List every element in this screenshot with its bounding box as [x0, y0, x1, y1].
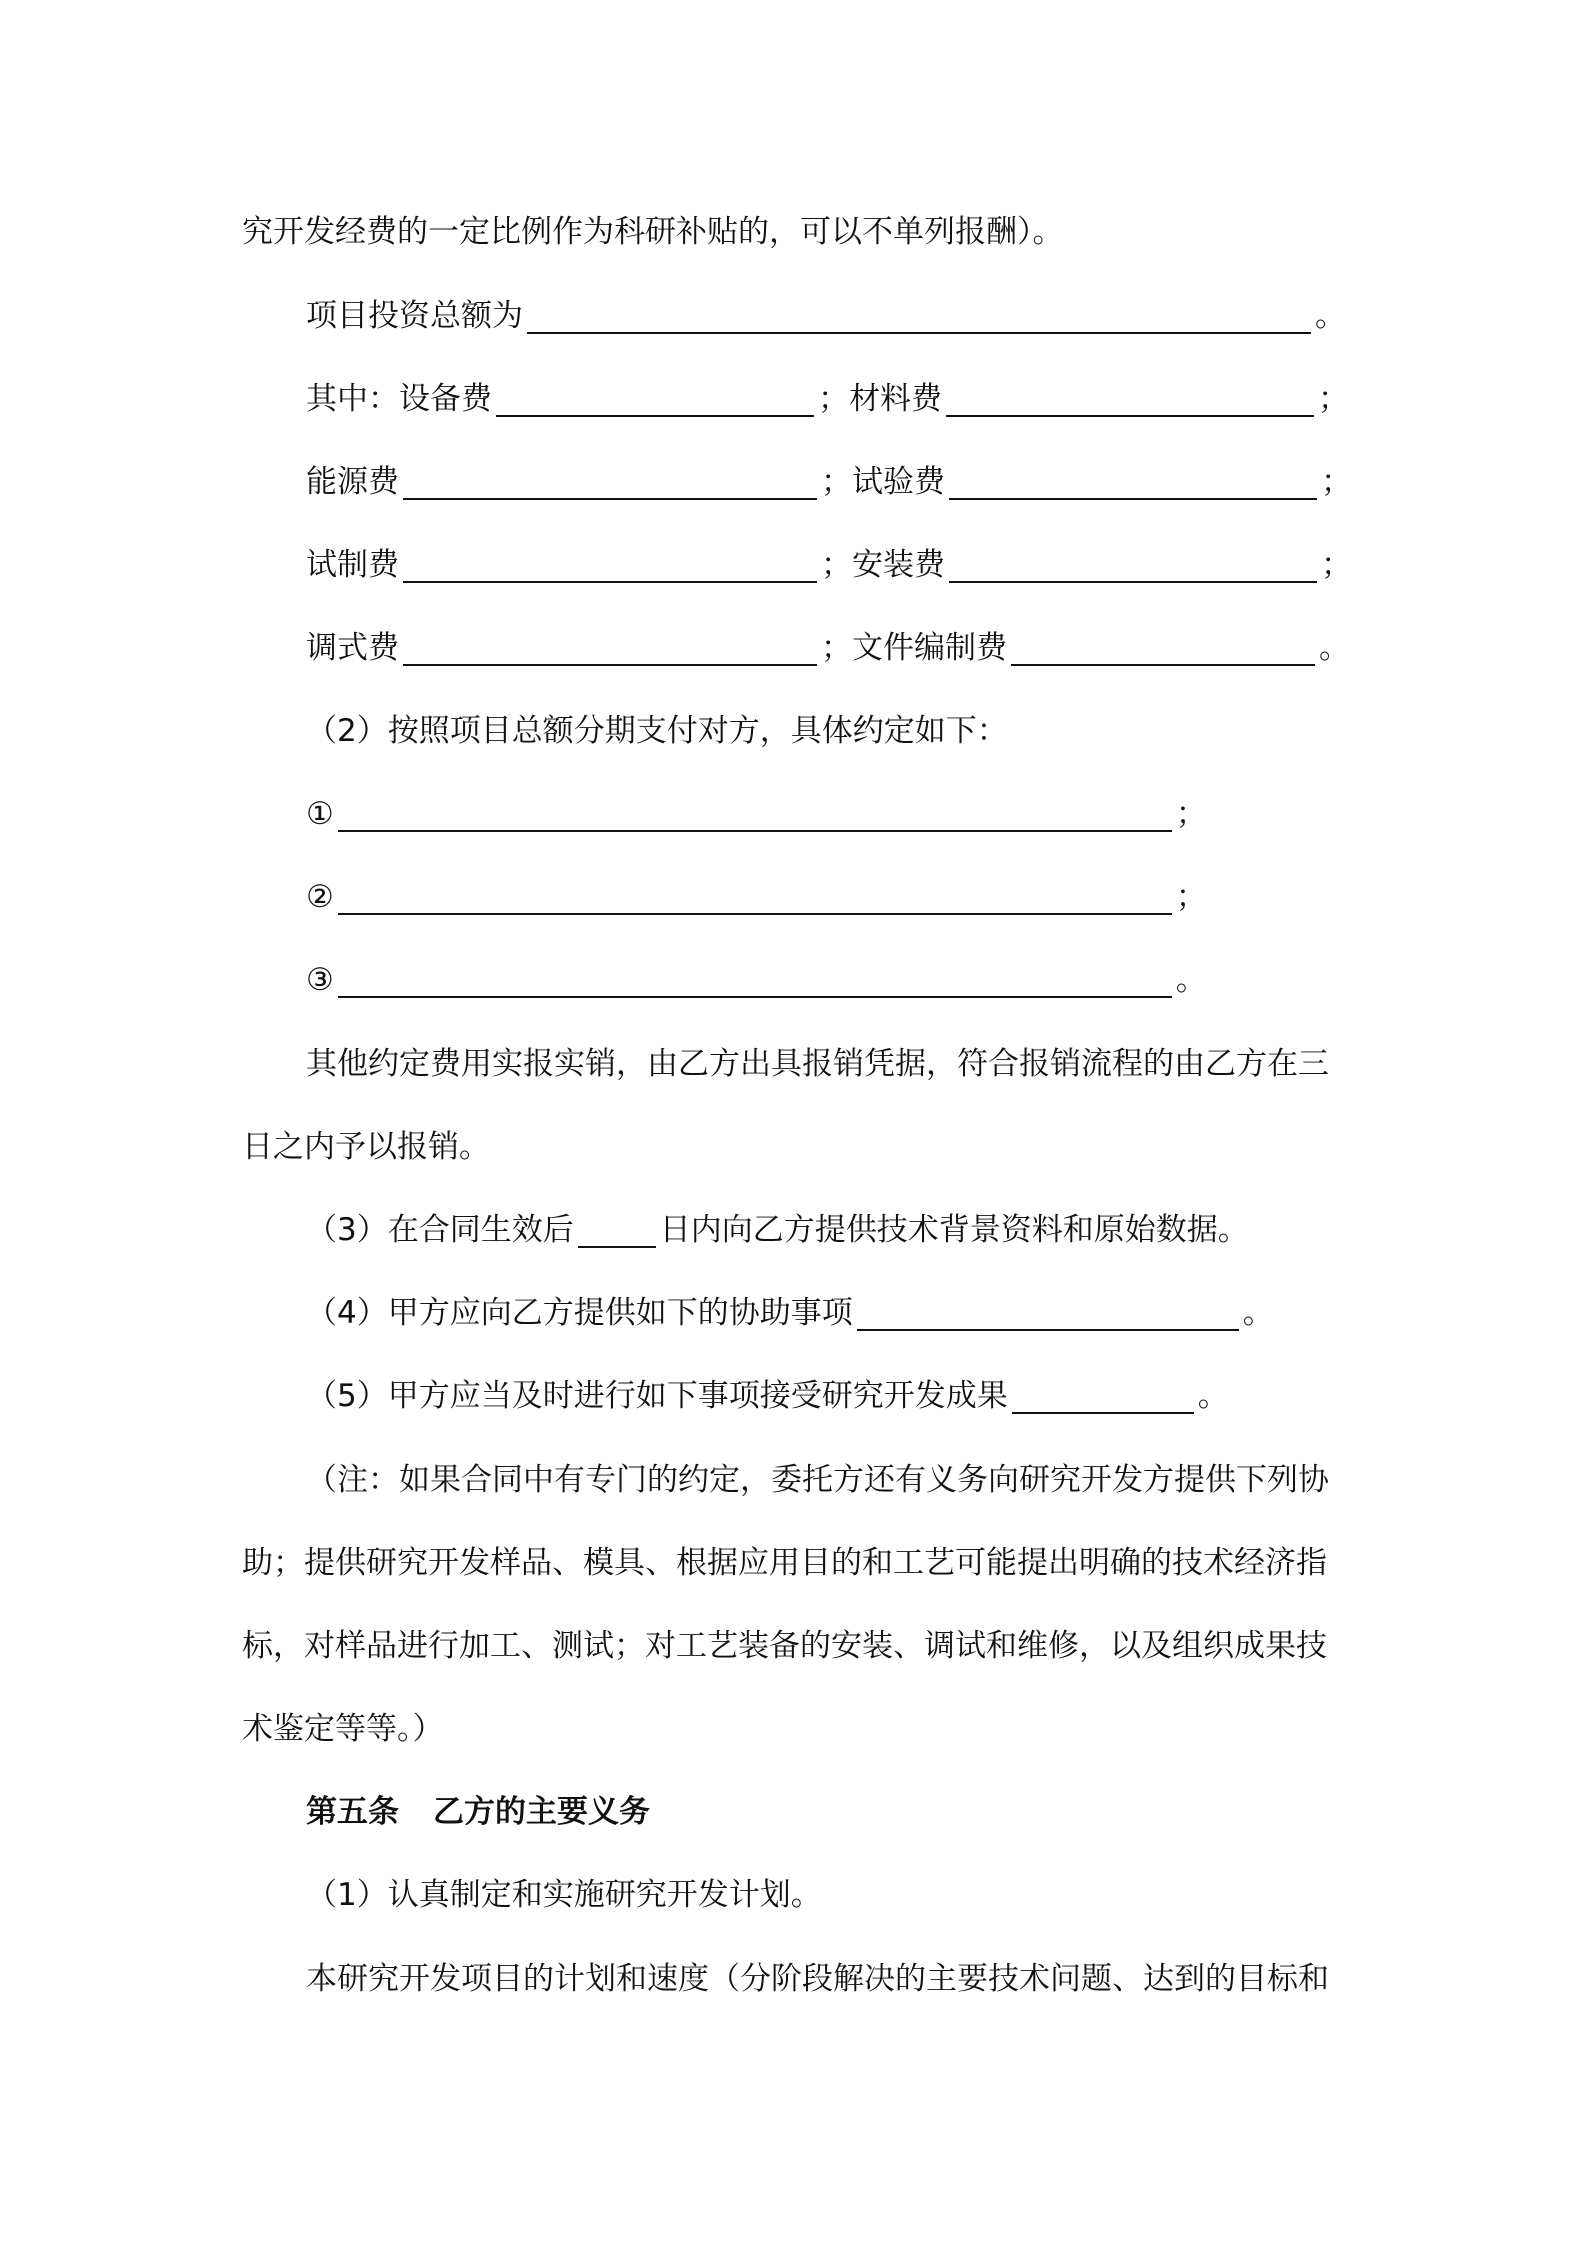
text-line — [306, 1873, 822, 1917]
article-number: 第五条 — [306, 1794, 399, 1830]
paragraph-text: （5）甲方应当及时进行如下事项接受研究开发成果 — [306, 1378, 1008, 1414]
punctuation: ； — [1175, 796, 1207, 832]
acceptance-line — [306, 1374, 1229, 1418]
field-label: 调式费 — [306, 630, 399, 666]
trial-installation-line — [306, 543, 1352, 587]
assistance-line — [306, 1291, 1274, 1335]
acceptance-items-field[interactable] — [1012, 1382, 1194, 1414]
text-line — [242, 210, 1064, 254]
item-marker: ① — [306, 796, 334, 832]
paragraph-text: 日之内予以报销。 — [242, 1129, 490, 1165]
materials-fee-field[interactable] — [946, 385, 1314, 417]
field-label: ；安装费 — [821, 547, 945, 583]
punctuation: 。 — [1175, 962, 1207, 998]
equipment-fee-field[interactable] — [496, 385, 814, 417]
paragraph-text: 究开发经费的一定比例作为科研补贴的，可以不单列报酬）。 — [242, 214, 1064, 250]
paragraph-text: 标，对样品进行加工、测试；对工艺装备的安装、调试和维修，以及组织成果技 — [242, 1628, 1327, 1664]
text-line — [242, 1624, 1327, 1668]
total-investment-field[interactable] — [527, 302, 1311, 334]
punctuation: 。 — [1242, 1295, 1274, 1331]
field-label: 试制费 — [306, 547, 399, 583]
punctuation: 。 — [1315, 298, 1346, 334]
installment-1-field[interactable] — [338, 800, 1172, 832]
field-label: ；材料费 — [818, 381, 942, 417]
paragraph-text: 助；提供研究开发样品、模具、根据应用目的和工艺可能提出明确的技术经济指 — [242, 1545, 1327, 1581]
punctuation: ； — [1321, 547, 1352, 583]
equipment-materials-line — [306, 377, 1349, 421]
article-title: 乙方的主要义务 — [433, 1794, 650, 1830]
paragraph-text: （3）在合同生效后 — [306, 1212, 574, 1248]
punctuation: ； — [1321, 464, 1352, 500]
text-line — [242, 1541, 1327, 1585]
paragraph-text: 其他约定费用实报实销，由乙方出具报销凭据，符合报销流程的由乙方在三 — [306, 1046, 1329, 1082]
punctuation: 。 — [1319, 630, 1350, 666]
paragraph-text: （1）认真制定和实施研究开发计划。 — [306, 1877, 822, 1913]
punctuation: 。 — [1197, 1378, 1229, 1414]
text-line — [242, 1125, 490, 1169]
text-line — [242, 1707, 444, 1751]
field-label: ；文件编制费 — [821, 630, 1007, 666]
installment-1-line — [306, 792, 1207, 836]
punctuation: ； — [1175, 879, 1207, 915]
field-label: ；试验费 — [821, 464, 945, 500]
paragraph-text: （注：如果合同中有专门的约定，委托方还有义务向研究开发方提供下列协 — [306, 1462, 1329, 1498]
debugging-documentation-line — [306, 626, 1350, 670]
section-heading — [306, 1790, 650, 1834]
text-line — [306, 709, 1008, 753]
text-line — [306, 1458, 1329, 1502]
trial-production-fee-field[interactable] — [403, 551, 817, 583]
field-label: 其中：设备费 — [306, 381, 492, 417]
paragraph-text: 术鉴定等等。） — [242, 1711, 444, 1747]
debugging-fee-field[interactable] — [403, 634, 817, 666]
text-line — [306, 1042, 1329, 1086]
testing-fee-field[interactable] — [949, 468, 1317, 500]
punctuation: ； — [1318, 381, 1349, 417]
installment-2-line — [306, 875, 1207, 919]
energy-testing-line — [306, 460, 1352, 504]
installation-fee-field[interactable] — [949, 551, 1317, 583]
paragraph-text: （2）按照项目总额分期支付对方，具体约定如下： — [306, 713, 1008, 749]
paragraph-text: 日内向乙方提供技术背景资料和原始数据。 — [659, 1212, 1249, 1248]
assistance-items-field[interactable] — [857, 1299, 1239, 1331]
energy-fee-field[interactable] — [403, 468, 817, 500]
installment-3-line — [306, 958, 1207, 1002]
item-marker: ② — [306, 879, 334, 915]
data-delivery-line — [306, 1208, 1249, 1252]
field-label: 项目投资总额为 — [306, 298, 523, 334]
documentation-fee-field[interactable] — [1011, 634, 1315, 666]
text-line — [306, 1957, 1329, 2001]
installment-3-field[interactable] — [338, 966, 1172, 998]
paragraph-text: 本研究开发项目的计划和速度（分阶段解决的主要技术问题、达到的目标和 — [306, 1961, 1329, 1997]
paragraph-text: （4）甲方应向乙方提供如下的协助事项 — [306, 1295, 853, 1331]
field-label: 能源费 — [306, 464, 399, 500]
total-investment-line — [306, 294, 1346, 338]
item-marker: ③ — [306, 962, 334, 998]
days-field[interactable] — [578, 1216, 656, 1248]
installment-2-field[interactable] — [338, 883, 1172, 915]
